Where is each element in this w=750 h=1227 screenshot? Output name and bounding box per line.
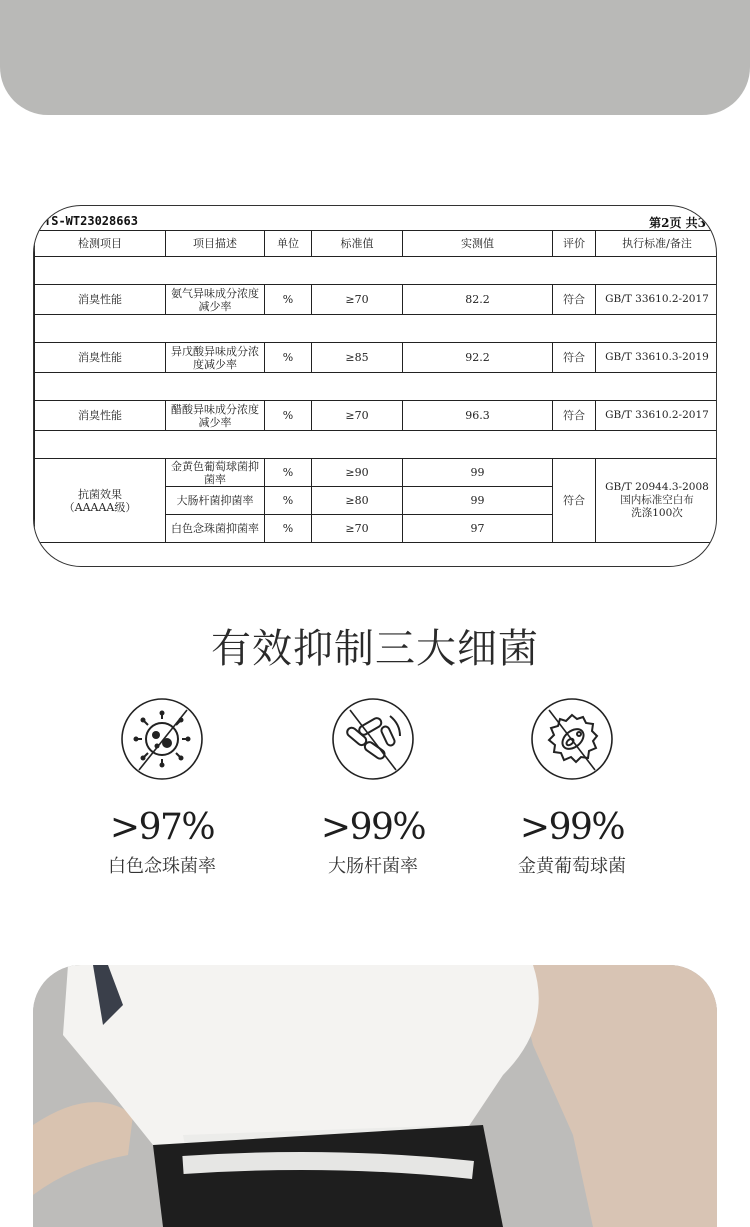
- column-header: 项目描述: [166, 231, 265, 257]
- antibacterial-grade: （AAAAA级）: [63, 500, 137, 514]
- stat-percentage: >99%: [519, 807, 625, 848]
- cell-std: ≥70: [312, 401, 403, 431]
- remark-line: GB/T 20944.3-2008: [605, 481, 709, 493]
- column-header: 执行标准/备注: [596, 231, 718, 257]
- cell-remark: [596, 459, 718, 543]
- cell-remark: GB/T 33610.3-2019: [596, 343, 718, 373]
- stat-label: 金黄葡萄球菌: [518, 856, 626, 877]
- cell-unit: %: [265, 487, 312, 515]
- table-row: [35, 401, 718, 431]
- cell-std: ≥70: [312, 285, 403, 315]
- test-report-card: [33, 205, 717, 567]
- cell-remark: GB/T 33610.2-2017: [596, 401, 718, 431]
- cell-unit: %: [265, 343, 312, 373]
- test-results-table: [34, 230, 717, 543]
- table-spacer-row: [35, 257, 718, 285]
- cell-eval: 符合: [553, 401, 596, 431]
- top-banner-band: [0, 0, 750, 115]
- table-spacer-row: [35, 373, 718, 401]
- report-header: [44, 212, 706, 228]
- remark-line: 洗涤100次: [631, 507, 683, 519]
- cell-eval: 符合: [553, 285, 596, 315]
- cell-unit: %: [265, 401, 312, 431]
- cell-item: 消臭性能: [35, 285, 166, 315]
- section-heading: 有效抑制三大细菌: [211, 626, 539, 672]
- cell-antibacterial-item: [35, 459, 166, 543]
- cell-eval: 符合: [553, 343, 596, 373]
- cell-desc: 金黄色葡萄球菌抑菌率: [166, 459, 265, 487]
- remark-line: 国内标准空白布: [620, 494, 694, 506]
- stat-percentage: >97%: [109, 807, 215, 848]
- table-header-row: [35, 231, 718, 257]
- cell-item: 消臭性能: [35, 343, 166, 373]
- cell-std: ≥80: [312, 487, 403, 515]
- cell-desc: 醋酸异味成分浓度减少率: [166, 401, 265, 431]
- stat-label: 大肠杆菌率: [328, 856, 418, 877]
- cell-value: 97: [403, 515, 553, 543]
- cell-eval: 符合: [553, 459, 596, 543]
- table-row: [35, 459, 718, 487]
- column-header: 检测项目: [35, 231, 166, 257]
- cell-std: ≥90: [312, 459, 403, 487]
- cell-std: ≥70: [312, 515, 403, 543]
- table-row: [35, 343, 718, 373]
- rod-bacteria-icon: [332, 698, 414, 780]
- column-header: 单位: [265, 231, 312, 257]
- cell-value: 99: [403, 459, 553, 487]
- column-header: 实测值: [403, 231, 553, 257]
- report-page-indicator: 第2页 共3: [649, 216, 706, 230]
- cell-remark: GB/T 33610.2-2017: [596, 285, 718, 315]
- cell-unit: %: [265, 515, 312, 543]
- cell-unit: %: [265, 459, 312, 487]
- cell-desc: 大肠杆菌抑菌率: [166, 487, 265, 515]
- cell-desc: 白色念珠菌抑菌率: [166, 515, 265, 543]
- table-spacer-row: [35, 431, 718, 459]
- table-spacer-row: [35, 315, 718, 343]
- stat-staph: [472, 698, 672, 878]
- cell-value: 96.3: [403, 401, 553, 431]
- cell-item: 消臭性能: [35, 401, 166, 431]
- column-header: 评价: [553, 231, 596, 257]
- cell-value: 92.2: [403, 343, 553, 373]
- stat-candida: [62, 698, 262, 878]
- bacteria-cluster-icon: [121, 698, 203, 780]
- cell-desc: 异戊酸异味成分浓度减少率: [166, 343, 265, 373]
- report-number: TS-WT23028663: [44, 214, 138, 228]
- antibacterial-title: 抗菌效果: [78, 487, 122, 501]
- cell-value: 82.2: [403, 285, 553, 315]
- cell-bacteria-icon: [531, 698, 613, 780]
- stat-label: 白色念珠菌率: [108, 856, 216, 877]
- cell-value: 99: [403, 487, 553, 515]
- column-header: 标准值: [312, 231, 403, 257]
- cell-std: ≥85: [312, 343, 403, 373]
- stat-percentage: >99%: [320, 807, 426, 848]
- model-photo: [33, 965, 717, 1227]
- cell-unit: %: [265, 285, 312, 315]
- cell-desc: 氨气异味成分浓度减少率: [166, 285, 265, 315]
- table-row: [35, 285, 718, 315]
- stat-ecoli: [273, 698, 473, 878]
